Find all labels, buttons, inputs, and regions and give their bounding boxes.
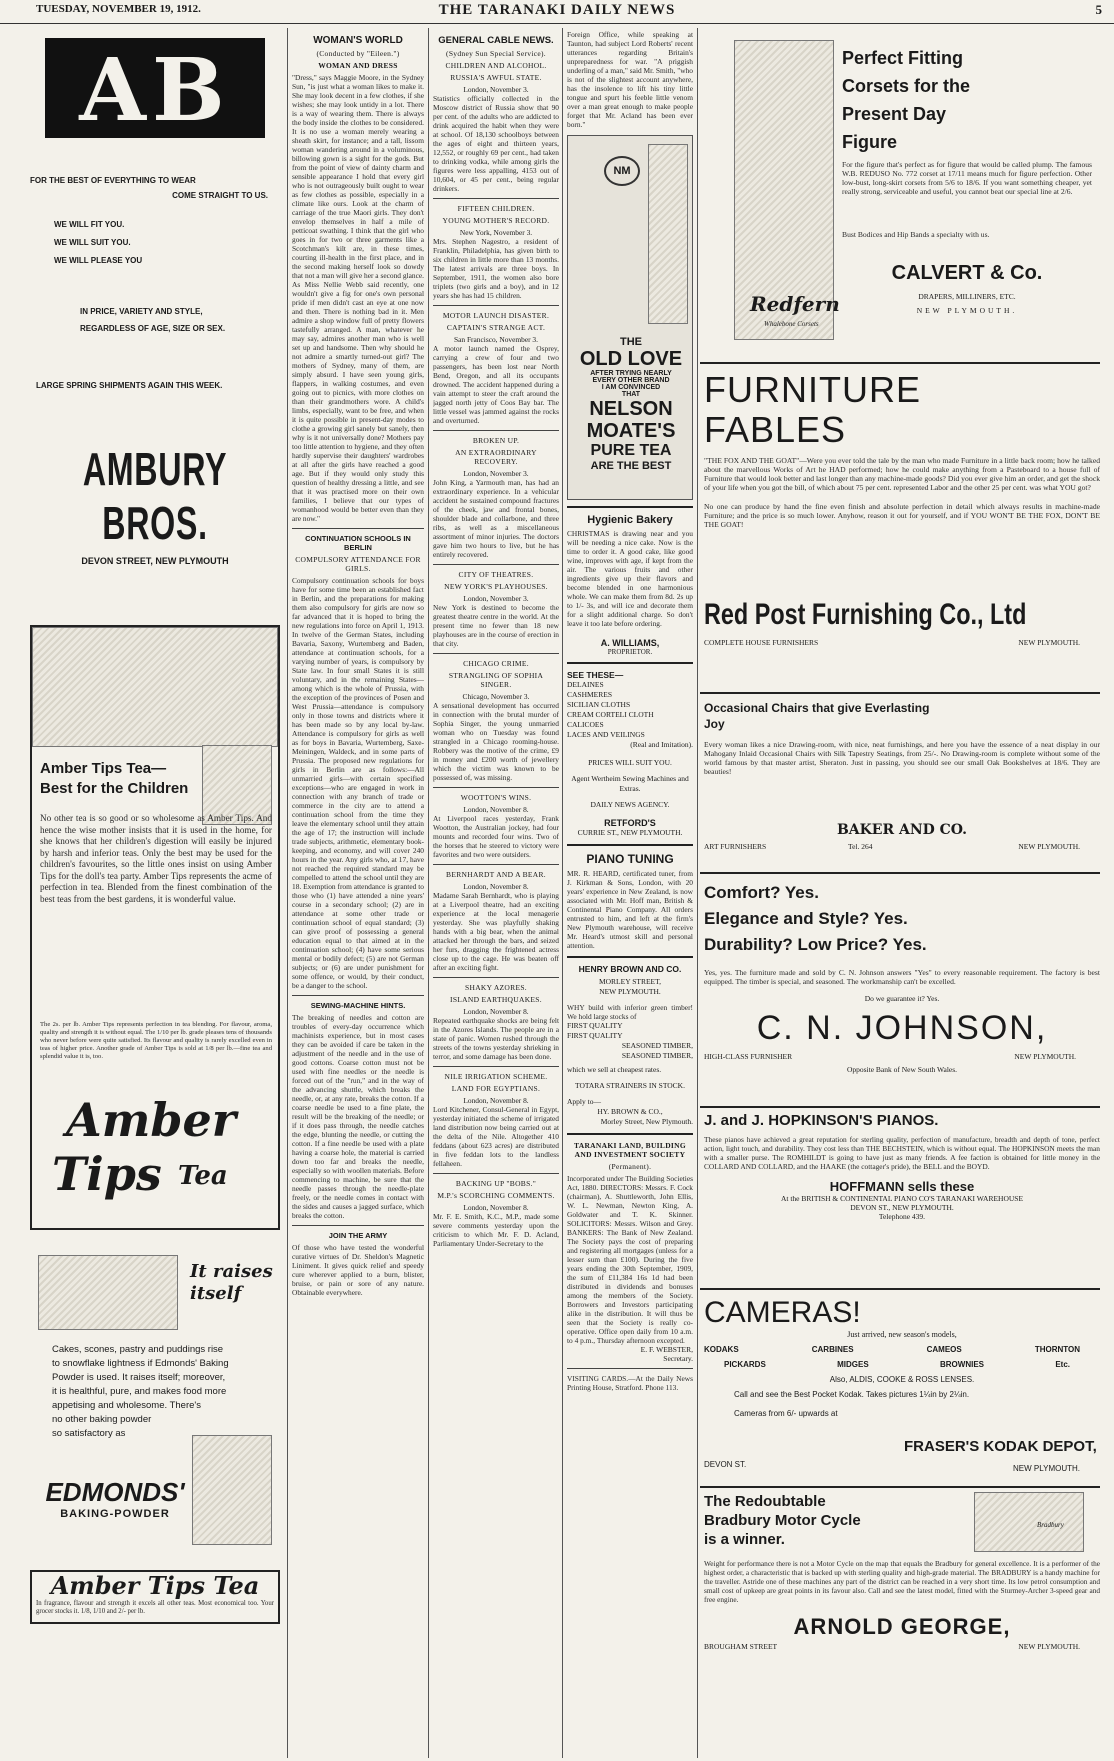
divider xyxy=(700,362,1100,364)
divider xyxy=(292,528,424,529)
cameras-ad: CAMERAS! Just arrived, new season's models, KODAKS CARBINES CAMEOS THORNTON PICKARDS MIDGES BROWNIES Etc. Also, ALDIS, COOKE & ROSS LENSES. Call and see the Best Pocket Kodak. Takes pictures 1¼in by 2¼in. Cameras from 6/- upwards at FRASER'S KODAK DEPOT, DEVON ST. NEW PLYMOUTH. xyxy=(704,1296,1100,1482)
article-body: "Dress," says Maggie Moore, in the Sydney Sun, "is just what a woman likes to make it. She may look decent in a few clothes, if she wishes; she may look untidy in a lot. There is a way of wearing them. There is always the body inside the clothes to be considered. It is no use a woman merely wearing a sheath skirt, for instance; and a tall, lissom woman wandering around in a voluminous, billowing gown is a sight for the gods. But from the point of view of dainty charm and sensible appearance I hold that every girl who is not outrageously built ought to wear as few clothes as possible, especially in a climate like ours. Look at the charm of carriage of the true Maori girls. They don't envelop themselves in half a mile of petticoat swathing. I think that the girl who goes in for two or three garments like a Scotchman's kilt are, in these times, courting ill-health in the first place, and in the second making herself look so dowdy that not a man will give her a second glance. As Miss Nellie Webb said recently, one wouldn't give a fig for one's own personal pride if men didn't cast an eye at one now and then. There is nothing bad in it. Men admire a shop window full of pretty flowers tastefully arranged. A man, whatever he may say, admires another man who is well set up and handsome. Then why should he not admire a smartly turned-out girl? The mothers of Sydney, many of them, are simply absurd. I have seen young girls, flappers, in walking costumes, and even going out to picnics, with more clothes on than their grandmothers wore. A child's limbs, especially, want to be free, and when it is quite possible in present-day modes to clothe a growing girl sanely but sanely, then why is it not universally done? Mothers pay too little attention to hygiene, and they often hardly supervise their daughters' wardrobes at all after the girls have reached a good age. But if they would only study this question of healthy dressing a little, and see that it was practised more on their own families, I believe that our types of womanhood would be better even than they are now." xyxy=(292,73,424,523)
land-society-ad: TARANAKI LAND, BUILDING AND INVESTMENT SOCIETY (Permanent). Incorporated under The Building Societies Act, 1880. DIRECTORS: Messrs. F. Cock (chairman), A. Shuttleworth, John Ellis, W. L. Newman, Newton King, A. Goldwater and T. K. Skinner. SOLICITORS: Messrs. Wilson and Grey. BANKERS: The Bank of New Zealand. The Society pays the cost of preparing and registering all mortgages (unless for a lesser sum than £100). During the five years ending the 30th September, 1909, the sum of £11,384 16s 1d had been distributed in dividends and bonuses among the members of the Society. Borrowers and Investors participating alike in the distribution. It will thus be seen that the Society is really co-operative. Office open daily from 10 a.m. to 4 p.m., Thursday afternoon excepted. E. F. WEBSTER, Secretary. xyxy=(567,1141,693,1363)
issue-date: TUESDAY, NOVEMBER 19, 1912. xyxy=(36,3,201,15)
news-item: NILE IRRIGATION SCHEME. LAND FOR EGYPTIANS. London, November 8. Lord Kitchener, Consul-General in Egypt, yesterday initiated the scheme of irrigated land distribution now being carried out at the delta of the Nile. Altogether 410 feddans (about 623 acres) are distributed in five feddan lots to the landless fellaheen. xyxy=(433,1072,559,1168)
corsets-bust: Bust Bodices and Hip Bands a specialty with us. xyxy=(842,230,990,239)
hygienic-bakery-ad: Hygienic Bakery CHRISTMAS is drawing near and you will be needing a nice cake. Now is the time to order it. A good cake, like good wine, improves with age, if kept from the air. The various fruits and other ingredients give up their flavors and become blended in one harmonious whole. We can make them from 8d. 2s up to 1/- 3s, and will ice and decorate them for a slight additional charge. So don't leave it too late before ordering. A. WILLIAMS, PROPRIETOR. xyxy=(567,514,693,656)
ab-logo: AB xyxy=(45,38,265,138)
article-body: Compulsory continuation schools for boys have for some time been an established fact in Berlin, and the preparations for making them also compulsory for girls are now so far advanced that it is hoped to bring the new regulations into force on April 1, 1913. In twelve of the German States, including Bavaria, Saxony, Wurtemberg and Baden, attendance at continuation schools, for a varying number of years, is compulsory by State law. In four small States it is still voluntary, and in the remaining States—among which is the whole of Prussia, with the exception of the provinces of Posen and West Prussia—attendance is compulsory only in those towns and districts where it has been made so by any local by-law. Attendance is compulsory for girls as well as for boys in Bavaria, Wurtemberg, Saxe-Meiningen, Waldeck, and in some parts of Prussia. The proposed new regulations for girls in Berlin are as follows:—All unmarried girls—with certain specified exceptions—who are engaged in work in connection with any branch of trade or commerce in the city are to attend a continuation school from the time they leave the elementary school until they attain the age of 17; the instruction will include trade subjects, arithmetic, elementary book-keeping, and economy, and will cover 240 hours in the year. Any girls who, at 17, have not reached the required standard may be compelled to attend the school until they are 18. Exemption from attendance is granted to those who (1) have attended a nine years' course in a secondary school; (2) are in attendance at some other trade or continuation school of equal standard; (3) can give proof of possessing a general education equal to that aimed at in the continuation school; (4) have some serious mental or bodily defect; (5) are not German subjects; or (6) are under punishment for some offence, or would, by their conduct, be a danger to the school. xyxy=(292,576,424,990)
news-item: SHAKY AZORES. ISLAND EARTHQUAKES. London, November 8. Repeated earthquake shocks are being felt in the Azores Islands. The people are in a state of panic. Women rushed through the streets of the towns yesterday shrieking in terror, and some damage has been done. xyxy=(433,983,559,1061)
bradbury-title: The Redoubtable Bradbury Motor Cycle is a winner. xyxy=(704,1493,861,1548)
divider xyxy=(700,1486,1100,1488)
section-subheading: COMPULSORY ATTENDANCE FOR GIRLS. xyxy=(295,555,421,573)
edmonds-headline: It raises itself xyxy=(190,1261,273,1304)
woman-illustration xyxy=(648,144,688,324)
amber-heading: Amber Tips Tea— Best for the Children xyxy=(40,760,189,797)
section-heading: JOIN THE ARMY xyxy=(328,1231,388,1240)
ab-line-1: FOR THE BEST OF EVERYTHING TO WEAR xyxy=(30,176,196,185)
news-item: BERNHARDT AND A BEAR. London, November 8. Madame Sarah Bernhardt, who is playing at a Liverpool theatre, had an exciting experience at the local menagerie yesterday. She was playfully shaking hands with a big bear, when the animal attacked her through the bars, and seized her furs, dragging the frightened actress close up to the cage. He was beaten off after an exciting fight. xyxy=(433,870,559,972)
article-continuation: Foreign Office, while speaking at Taunton, had subject Lord Roberts' recent utterances regarding Britain's unpreparedness for war. "A priggish underling of a man," said Mr. Smith, "who is not of the slightest account anywhere, has the insolence to lift his tiny little tongue and spurt his feeble little venom over a man great enough to make people forget that Mr. Acland has been ever born." xyxy=(567,30,693,129)
arnold-george-name: ARNOLD GEORGE, xyxy=(793,1614,1011,1639)
fraser-kodak-depot: FRASER'S KODAK DEPOT, xyxy=(904,1438,1097,1455)
cable-news-byline: (Sydney Sun Special Service). xyxy=(446,49,546,58)
edmonds-copy: Cakes, scones, pastry and puddings rise to snowflake lightness if Edmonds' Baking Powder is used. It raises itself; moreover, it is healthful, pure, and makes food more appetising and wholesome. There's no other baking powder so satisfactory as xyxy=(52,1344,229,1439)
nelson-moate-ad xyxy=(567,135,693,500)
column-rule xyxy=(287,28,288,1758)
cameras-title: CAMERAS! xyxy=(704,1296,861,1329)
red-post-sub: COMPLETE HOUSE FURNISHERS NEW PLYMOUTH. xyxy=(704,638,1080,647)
divider xyxy=(700,872,1100,874)
occasional-chairs-ad: Occasional Chairs that give Everlasting Joy Every woman likes a nice Drawing-room, with nice, neat furnishings, and here you have the essence of a neat display in our Mahogany Inlaid Occasional Chairs with Silk Tapestry Seatings, from 25/-. No Drawing-room is complete without some of the world famous by that master artist, Sheraton. Just in passing, you should see our small Oak Bookshelves at 18/6. They are beauties! xyxy=(704,701,1100,776)
amber-body: No other tea is so good or so wholesome as Amber Tips. And hence the wise mother insists that it is used in the home, for she knows that her children's digestion will easily be injured by harsh and inferior teas. Only the best may be used for the children's favourites, so the little ones insist on using Amber Tips for the doll's tea party. Amber Tips represents the acme of perfection in tea. Blended from the finest combination of the best teas from the best gardens, it is wonderful value. xyxy=(40,813,272,904)
amber-tips-small-ad xyxy=(30,1570,280,1624)
calvert-town: NEW PLYMOUTH. xyxy=(916,306,1018,315)
article-body: Of those who have tested the wonderful curative virtues of Dr. Sheldon's Magnetic Liniment. It gives quick relief and speedy cure wherever applied to a burn, blister, bruise, or pain or sore of any nature. Obtainable everywhere. xyxy=(292,1243,424,1297)
amber-tips-small-text: In fragrance, flavour and strength it excels all other teas. Most economical too. Your grocer stocks it. 1/8, 1/10 and 2/- per lb. xyxy=(36,1600,274,1615)
ambury-address: DEVON STREET, NEW PLYMOUTH xyxy=(81,556,229,566)
news-item: CHILDREN AND ALCOHOL. RUSSIA'S AWFUL STATE. London, November 3. Statistics officially collected in the Moscow district of Russia show that 90 per cent. of the adults who are addicted to drink acquired the habit when they were at school. Of 18,130 schoolboys between the ages of eight and thirteen years, 12,552, or roughly 69 per cent., had taken to drinking vodka, while among girls the figures were less appalling, 4153 out of 10,604, or 45 per cent., being regular drinkers. xyxy=(433,61,559,193)
ab-line-8: LARGE SPRING SHIPMENTS AGAIN THIS WEEK. xyxy=(36,381,223,390)
column-rule xyxy=(697,28,698,1758)
divider xyxy=(700,1106,1100,1108)
cable-news-title: GENERAL CABLE NEWS. xyxy=(438,35,554,46)
news-item: BACKING UP "BOBS." M.P.'s SCORCHING COMMENTS. London, November 8. Mr. F. E. Smith, K.C., M.P., made some severe comments yesterday upon the criticism to which Mr. F. D. Acland, Parliamentary Under-Secretary to the xyxy=(433,1179,559,1248)
bradbury-ad: The Redoubtable Bradbury Motor Cycle is a winner. Bradbury Weight for performance there is not a Motor Cycle on the map that equals the Bradbury for general excellence. It is a performer of the highest order, a characteristic that is backed up with sterling quality and high-grade material. The BRADBURY is a handy machine for the traveller. Astride one of these machines any part of the district can be reached in a very short time. Its low petrol consumption and small cost of upkeep are great points in its favour also. Call and see the latest model, fitted with the Sturmey-Archer 3-speed gear and free engine. ARNOLD GEORGE, BROUGHAM STREET NEW PLYMOUTH. xyxy=(704,1493,1100,1651)
bradbury-illustration-label: Bradbury xyxy=(1037,1521,1064,1529)
amber-tips-logo: Amber Tips Tea xyxy=(52,1093,237,1201)
furniture-fables-ad: FURNITURE FABLES "THE FOX AND THE GOAT"—Were you ever told the tale by the man who made Furniture in a little back room; how he talked about the marvellous Works of Art he HAD performed; how he could make anything from a Pasteboard to a house full of Furniture that would look better and last longer than any machine-made goods? Did you ever give him an order, and get the shock of your life when you got the bill, of which about 75 per cent. represented Labor and the other 25 per cent. was what YOU got? No one can produce by hand the fine even finish and absolute perfection in detail which always results in machine-made Furniture; and the price is so much lower. Anyhow, reason it out for yourself, and if YOU WON'T BE THE FOX, DON'T BE THE GOAT! xyxy=(704,370,1100,529)
column-rule xyxy=(428,28,429,1758)
corsets-title: Perfect Fitting Corsets for the Present Day Figure xyxy=(842,48,971,152)
column-rule xyxy=(562,28,563,1758)
fables-title: FURNITURE FABLES xyxy=(704,370,921,450)
johnson-name: C. N. JOHNSON, xyxy=(756,1009,1048,1047)
article-body: The breaking of needles and cotton are troubles of every-day occurrence which machinists experience, but in most cases they can be avoided if care be taken in the adjustment of the needle and in the use of good cottons. Coarse cotton must not be used with fine needles or the needle is forced out of the "run," and in the way of the advancing shuttle, which breaks the needle, or, at any rate, breaks the cotton. If a coarse needle be used to a fine plate, the result will be the breaking of the needle; or if it does pass through, the needle catches the edge, blunting the needle, or cutting the cotton. If a fine needle be used with a plate having a coarse hole, the material is carried down too far and breaks the needle, especially so with woollen materials. Before commencing to machine, be sure that the needle passes through the needle-plate freely, or the needle comes in contact with the sides and causes a jagged surface, which breaks the cotton. xyxy=(292,1013,424,1220)
ab-line-3: WE WILL FIT YOU. xyxy=(54,220,125,229)
news-item: CHICAGO CRIME. STRANGLING OF SOPHIA SINGER. Chicago, November 3. A sensational development has occurred in connection with the brutal murder of Sophia Singer, the young unmarried woman who on Tuesday was found strangled in a Chicago rooming-house. Robbery was the motive of the crime, £9 in money and £200 worth of jewellery which the victim was known to be possessed of, was missing. xyxy=(433,659,559,782)
ab-line-7: REGARDLESS OF AGE, SIZE OR SEX. xyxy=(80,324,226,333)
ambury-name: AMBURY BROS. xyxy=(82,443,228,549)
woman-illustration xyxy=(192,1435,272,1545)
news-item: MOTOR LAUNCH DISASTER. CAPTAIN'S STRANGE ACT. San Francisco, November 3. A motor launch named the Osprey, carrying a crew of four and two passengers, has been lost near North Bend, Oregon, and all its occupants drowned. The accident happened during a vain attempt to steer the craft around the jagged north jetty of Coos Bay bar. The little vessel was jammed against the rocks and overturned. xyxy=(433,311,559,425)
divider xyxy=(700,692,1100,694)
news-item: BROKEN UP. AN EXTRAORDINARY RECOVERY. London, November 3. John King, a Yarmouth man, has had an extraordinary experience. In a vehicular accident he sustained compound fractures of the cheek, jaw and frontal bones, shoulder blade and collarbone, and three ribs, as well as a miscellaneous assortment of minor injuries. The doctors gave him two hours to live, but he has entirely recovered. xyxy=(433,436,559,559)
edmonds-logo: EDMONDS' BAKING-POWDER xyxy=(45,1477,185,1520)
corsets-body: For the figure that's perfect as for figure that would be called plump. The famous W.B. REDUSO No. 772 corset at 17/11 means much for figure perfection. Other low-bust, long-skirt corsets from 5/6 to 18/6. If you want something cheaper, yet really strong, serviceable and useful, you cannot beat our special line at 2/6. xyxy=(842,160,1092,196)
comfort-lines: Comfort? Yes. Elegance and Style? Yes. Durability? Low Price? Yes. xyxy=(704,883,927,954)
news-item: CITY OF THEATRES. NEW YORK'S PLAYHOUSES. London, November 3. New York is destined to become the greatest theatre centre in the world. At the present time no fewer than 18 new playhouses are in the course of erection in that city. xyxy=(433,570,559,648)
ab-line-5: WE WILL PLEASE YOU xyxy=(54,256,143,265)
page-number: 5 xyxy=(1095,2,1102,17)
henry-brown-ad: HENRY BROWN AND CO. MORLEY STREET, NEW PLYMOUTH. WHY build with inferior green timber! We hold large stocks of FIRST QUALITY FIRST QUALITY SEASONED TIMBER, SEASONED TIMBER, which we sell at cheapest rates. TOTARA STRAINERS IN STOCK. Apply to— HY. BROWN & CO., Morley Street, New Plymouth. xyxy=(567,964,693,1126)
corsets-ad xyxy=(704,30,1100,360)
red-post-ad xyxy=(704,598,1100,688)
womans-world-title: WOMAN'S WORLD xyxy=(313,35,403,46)
piano-tuning-ad: PIANO TUNING MR. R. HEARD, certificated tuner, from J. Kirkman & Sons, London, with 20 years' experience in New Zealand, is now associated with Mr. Hoff man, British & Continental Piano Company. All orders entrusted to him, and left at the firm's New Plymouth warehouse, will receive Mr. Heard's utmost skill and personal attention. xyxy=(567,852,693,950)
ab-line-2: COME STRAIGHT TO US. xyxy=(172,191,268,200)
redfern-sub: Whalebone Corsets xyxy=(764,320,819,328)
bakery-title: Hygienic Bakery xyxy=(587,514,673,526)
news-item: WOOTTON'S WINS. London, November 8. At Liverpool races yesterday, Frank Wootton, the Australian jockey, had four mounts and recorded four wins. Two of the horses that he steered to victory were favorites and two were outsiders. xyxy=(433,793,559,859)
motorcycle-illustration xyxy=(974,1492,1084,1552)
hopkinson-pianos-ad: J. and J. HOPKINSON'S PIANOS. These pianos have achieved a great reputation for sterling quality, perfection of manufacture, breadth and depth of tone, perfect action, light touch, and durability. They cost less than THE BECHSTEIN, which is without equal. The HOPKINSON meets the man with a smaller purse. The ROMHILDT is going to have just as many friends. A fee faction is obtained for little money in the COLLARD AND COLLARD, and the HAAKE (the cottager's pride), the BELL and the BOYD. HOFFMANN sells these At the BRITISH & CONTINENTAL PIANO CO'S TARANAKI WAREHOUSE DEVON ST., NEW PLYMOUTH. Telephone 439. xyxy=(704,1112,1100,1221)
baker-name: BAKER AND CO. xyxy=(836,822,968,838)
section-heading: CONTINUATION SCHOOLS IN BERLIN xyxy=(305,534,411,552)
chairs-title: Occasional Chairs that give Everlasting Joy xyxy=(704,701,930,731)
calvert-sub: DRAPERS, MILLINERS, ETC. xyxy=(918,292,1016,301)
newspaper-title: THE TARANAKI DAILY NEWS xyxy=(438,2,676,18)
retford-ad: SEE THESE— DELAINES CASHMERES SICILIAN CLOTHS CREAM CORTELI CLOTH CALICOES LACES AND VEILINGS (Real and Imitation). PRICES WILL SUIT YOU. Agent Wertheim Sewing Machines and Extras. DAILY NEWS AGENCY. RETFORD'S CURRIE ST., NEW PLYMOUTH. xyxy=(567,670,693,837)
cable-news-column xyxy=(433,30,559,1755)
divider xyxy=(292,995,424,996)
column-four xyxy=(567,30,693,1755)
nm-badge: NM xyxy=(604,156,640,186)
amber-tips-logo-small: Amber Tips Tea xyxy=(50,1571,260,1600)
baker-co-ad: BAKER AND CO. ART FURNISHERS Tel. 264 NEW PLYMOUTH. xyxy=(704,822,1100,866)
visiting-cards-notice: VISITING CARDS.—At the Daily News Printing House, Stratford. Phone 113. xyxy=(567,1374,693,1392)
ab-line-4: WE WILL SUIT YOU. xyxy=(54,238,131,247)
aeroplane-illustration xyxy=(38,1255,178,1330)
amber-small-print: The 2s. per lb. Amber Tips represents perfection in tea blending. For flavour, aroma, quality and strength it is without equal. The 1/10 per lb. grade pleases tens of thousands who never before were quite satisfied. Its flavour and quality is rarely excelled even in teas of higher price. Another grade of Amber Tips is sold at 1/8 per lb.—fine tea and splendid value it is, too. xyxy=(40,1021,272,1060)
section-heading: SEWING-MACHINE HINTS. xyxy=(310,1001,406,1010)
section-heading: WOMAN AND DRESS xyxy=(318,61,398,70)
amber-tips-ad xyxy=(30,625,280,1230)
tea-party-illustration xyxy=(32,627,278,747)
hoffmann-title: HOFFMANN sells these xyxy=(829,1179,975,1194)
edmonds-ad xyxy=(30,1245,280,1555)
calvert-name: CALVERT & Co. xyxy=(891,262,1043,284)
divider xyxy=(700,1288,1100,1290)
ambury-ad xyxy=(30,38,280,618)
nelson-moate-copy: THE OLD LOVE AFTER TRYING NEARLY EVERY OTHER BRAND I AM CONVINCED THAT NELSON MOATE'S PURE TEA ARE THE BEST xyxy=(579,336,683,472)
red-post-name: Red Post Furnishing Co., Ltd xyxy=(704,598,1027,631)
ab-line-6: IN PRICE, VARIETY AND STYLE, xyxy=(80,307,203,316)
redfern-logo: Redfern xyxy=(750,292,840,316)
news-item: FIFTEEN CHILDREN. YOUNG MOTHER'S RECORD. New York, November 3. Mrs. Stephen Nagestro, a resident of Franklin, Philadelphia, has given birth to six children in little more than 13 months. The latest arrivals are three boys. In September, 1911, the women also bore triplets (two girls and a boy), and in 12 years she has had 15 children. xyxy=(433,204,559,300)
womans-world-column xyxy=(292,30,424,1755)
johnson-ad: Comfort? Yes. Elegance and Style? Yes. Durability? Low Price? Yes. Yes, yes. The furniture made and sold by C. N. Johnson answers "Yes" to every reasonable requirement. The factory is best equipped. The timber is special, and seasoned. The workmanship can't be excelled. Do we guarantee it? Yes. C. N. JOHNSON, HIGH-CLASS FURNISHER NEW PLYMOUTH. Opposite Bank of New South Wales. xyxy=(704,880,1100,1102)
womans-world-byline: (Conducted by "Eileen.") xyxy=(316,49,400,58)
pianos-title: J. and J. HOPKINSON'S PIANOS. xyxy=(704,1112,939,1129)
divider xyxy=(292,1225,424,1226)
masthead xyxy=(0,0,1114,24)
